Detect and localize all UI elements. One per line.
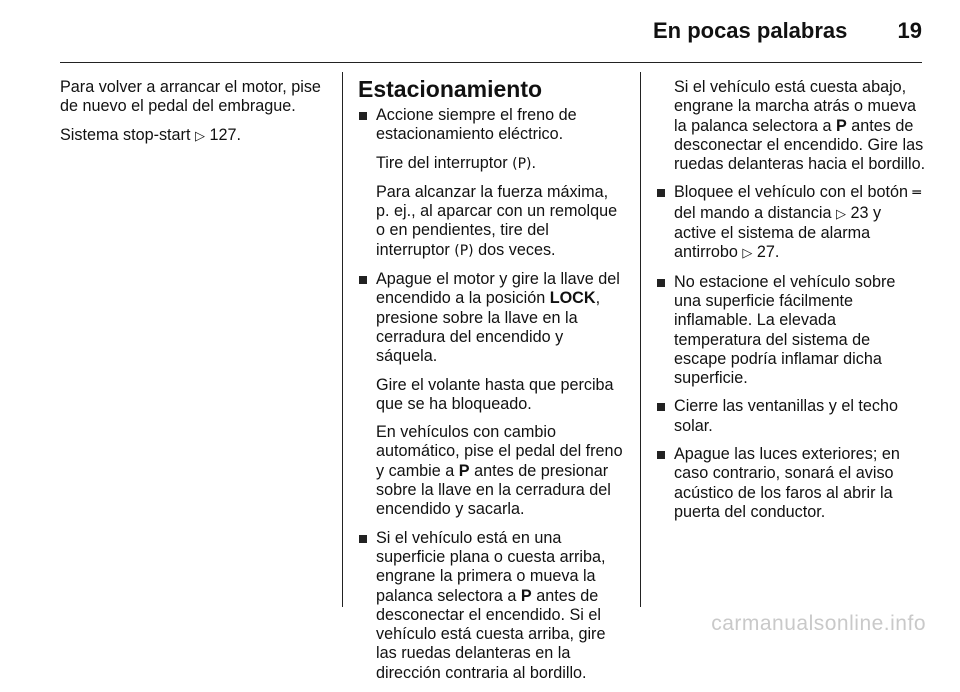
item-text-part: Si el vehículo está cuesta abajo, engrane la marcha atrás o mueva la palanca selectora a: [674, 78, 917, 135]
stop-start-page[interactable]: 127.: [204, 125, 241, 144]
list-item: [358, 106, 626, 261]
page-ref-icon[interactable]: ▷: [742, 246, 753, 262]
parking-brake-icon: (P): [512, 155, 532, 172]
sub-text: Para alcanzar la fuerza máxima, p. ej., al aparcar con un remolque o en pendientes, tire del interruptor: [376, 182, 618, 259]
item-text: [376, 270, 626, 366]
item-text: Apague las luces exteriores; en caso contrario, sonará el aviso acústico de los faros al abrir la puerta del conductor.: [674, 445, 900, 521]
lock-button-icon: ═: [912, 185, 921, 202]
item-text: [674, 183, 926, 263]
stop-start-text: Sistema stop-start: [60, 125, 195, 144]
bullet-icon: [657, 403, 665, 411]
gear-p-label: P: [458, 461, 470, 480]
paragraph-restart: Para volver a arrancar el motor, pise de nuevo el pedal del embrague.: [60, 78, 321, 116]
page-number: 19: [897, 18, 922, 43]
item-text: Cierre las ventanillas y el techo solar.: [674, 397, 899, 435]
parking-brake-icon: (P): [454, 242, 474, 259]
page-ref-text[interactable]: 27.: [752, 243, 780, 262]
gear-p-label: P: [520, 586, 532, 605]
column-divider-2: [640, 72, 641, 607]
item-subparagraph: [376, 154, 626, 174]
item-text-part: antes de desconectar el encendido. Gire las ruedas delanteras hacia el bordillo.: [674, 116, 926, 174]
item-text: No estacione el vehículo sobre una superficie fácilmente inflamable. La elevada temperatura del sistema de escape podría inflamar dicha superficie.: [674, 272, 896, 388]
list-item: [656, 183, 926, 263]
page-ref-icon[interactable]: ▷: [194, 128, 205, 144]
watermark: carmanualsonline.info: [711, 612, 926, 635]
item-text: [376, 529, 626, 683]
sub-text: .: [531, 153, 537, 172]
lock-label: LOCK: [549, 289, 596, 308]
header-title: En pocas palabras: [652, 18, 848, 43]
item-text-part: Bloquee el vehículo con el botón: [674, 183, 913, 202]
header-rule: [60, 62, 922, 63]
item-subparagraph: Gire el volante hasta que perciba que se ha bloqueado.: [376, 375, 614, 413]
list-item: [656, 397, 926, 436]
list-item: [656, 445, 926, 522]
item-text-part: Si el vehículo está en una superficie plana o cuesta arriba, engrane la primera o mueva la palanca selectora a: [376, 528, 606, 605]
item-subparagraph: [376, 183, 626, 261]
item-text: Accione siempre el freno de estacionamiento eléctrico.: [376, 106, 577, 144]
section-title: Estacionamiento: [358, 76, 543, 102]
gear-p-label: P: [835, 116, 847, 135]
bullet-icon: [359, 535, 367, 543]
page-header: [60, 18, 922, 52]
sub-text: antes de presionar sobre la llave en la cerradura del encendido y sacarla.: [376, 461, 611, 519]
sub-text: En vehículos con cambio automático, pise el pedal del freno y cambie a: [376, 423, 623, 480]
column-2: [358, 78, 626, 692]
bullet-icon: [657, 451, 665, 459]
item-text-part: antes de desconectar el encendido. Si el vehículo está cuesta arriba, gire las ruedas delanteras en la dirección contraria al bordillo.: [376, 586, 606, 682]
item-text-part: del mando a distancia: [674, 203, 836, 222]
continued-item: [656, 78, 926, 174]
bullet-icon: [359, 112, 367, 120]
bullet-icon: [359, 276, 367, 284]
item-subparagraph: [376, 423, 626, 519]
sub-text: Tire del interruptor: [376, 153, 513, 172]
page-ref-icon[interactable]: ▷: [835, 206, 846, 222]
column-3: [656, 78, 926, 531]
page-ref-text[interactable]: 23 y active el sistema de alarma antirrobo: [674, 203, 882, 262]
bullet-icon: [657, 189, 665, 197]
paragraph-stop-start: [60, 126, 335, 146]
bullet-icon: [657, 279, 665, 287]
column-divider-1: [342, 72, 343, 607]
item-text-part: Apague el motor y gire la llave del encendido a la posición: [376, 270, 620, 308]
item-text-part: , presione sobre la llave en la cerradura del encendido y sáquela.: [376, 289, 601, 366]
list-item: [358, 270, 626, 520]
list-item: [656, 273, 926, 389]
sub-text: dos veces.: [473, 240, 556, 259]
list-item: [358, 529, 626, 683]
column-1: [60, 78, 335, 155]
